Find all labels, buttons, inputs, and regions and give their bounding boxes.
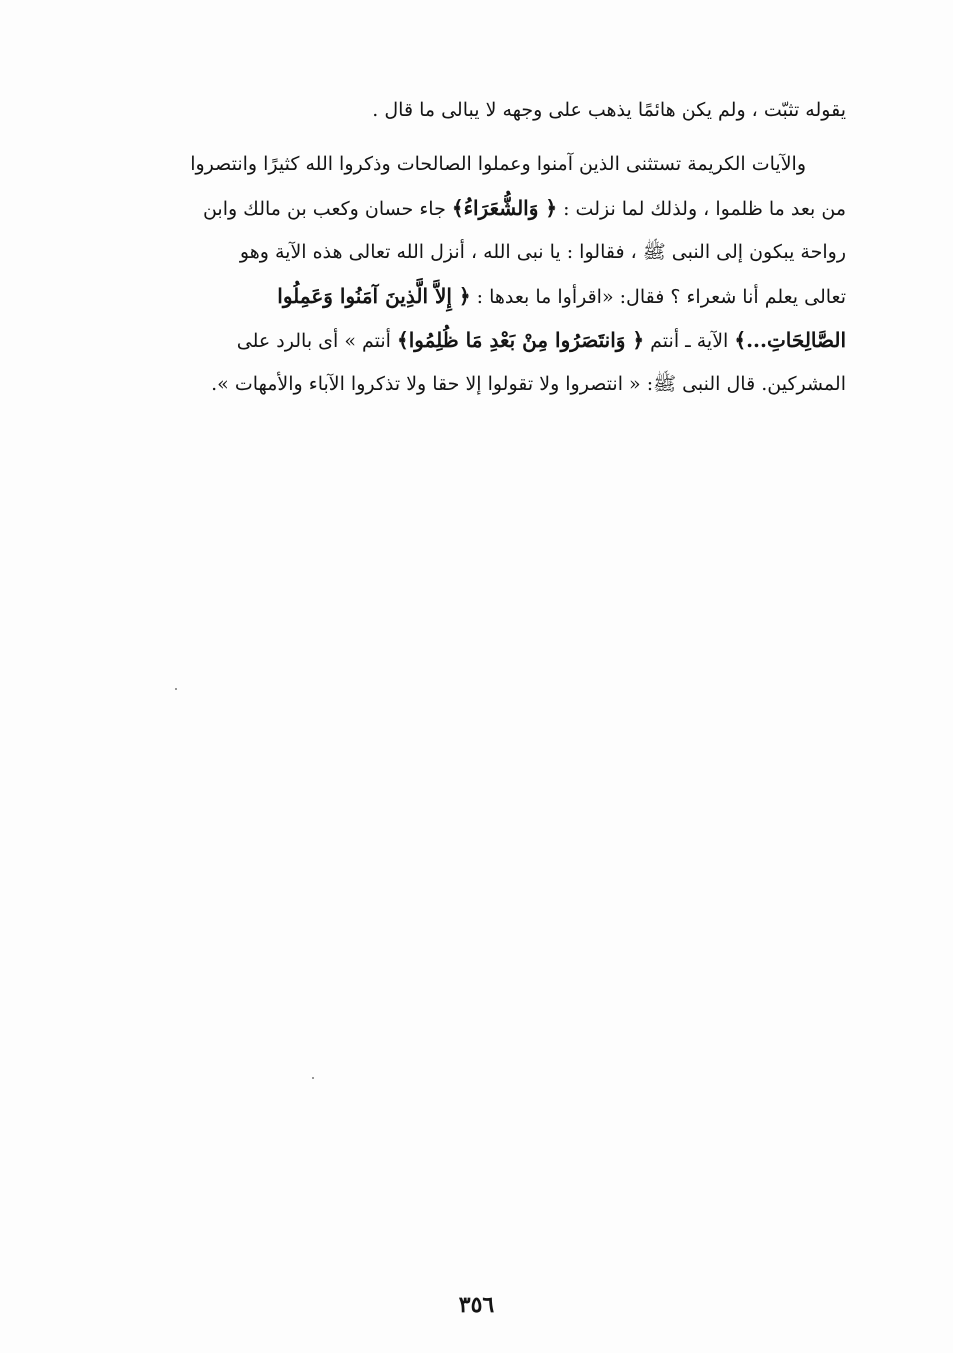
text-run: تعالى يعلم أنا شعراء ؟ فقال: «اقرأوا ما بعدها :: [470, 286, 846, 308]
text-run: من بعد ما ظلموا ، ولذلك لما نزلت :: [557, 198, 846, 220]
text-run: الآية ـ أنتم: [644, 330, 735, 352]
text-line: [118, 274, 846, 318]
scan-speck: [175, 688, 177, 690]
text-line: رواحة يبكون إلى النبى ﷺ ، فقالوا : يا نبى الله ، أنزل الله تعالى هذه الآية وهو: [239, 241, 846, 263]
text-line: [118, 186, 846, 230]
quran-quote: ﴿ وَالشُّعَرَاءُ﴾: [451, 196, 558, 220]
quran-quote: الصَّالِحَاتِ...﴾: [734, 328, 846, 352]
text-line: [118, 318, 846, 362]
intro-text: [118, 88, 846, 132]
text-line: المشركين. قال النبى ﷺ: « انتصروا ولا تقولوا إلا حقا ولا تذكروا الآباء والأمهات ».: [211, 373, 846, 395]
text-run: جاء حسان وكعب بن مالك وابن: [202, 198, 452, 220]
quran-quote: ﴿ إِلاَّ الَّذِينَ آمَنُوا وَعَمِلُوا: [277, 284, 471, 308]
page-number: ٣٥٦: [458, 1292, 495, 1318]
scan-speck: [312, 1077, 314, 1079]
quran-quote: ﴿ وَانتَصَرُوا مِنْ بَعْدِ مَا ظُلِمُوا﴾: [397, 328, 645, 352]
text-run: أنتم » أى بالرد على: [236, 330, 397, 352]
text-line: والآيات الكريمة تستثنى الذين آمنوا وعملوا الصالحات وذكروا الله كثيرًا وانتصروا: [190, 153, 806, 175]
text-line: يقوله تثبّت ، ولم يكن هائمًا يذهب على وجهه لا يبالى ما قال .: [372, 99, 846, 121]
body-paragraph: [118, 142, 846, 406]
